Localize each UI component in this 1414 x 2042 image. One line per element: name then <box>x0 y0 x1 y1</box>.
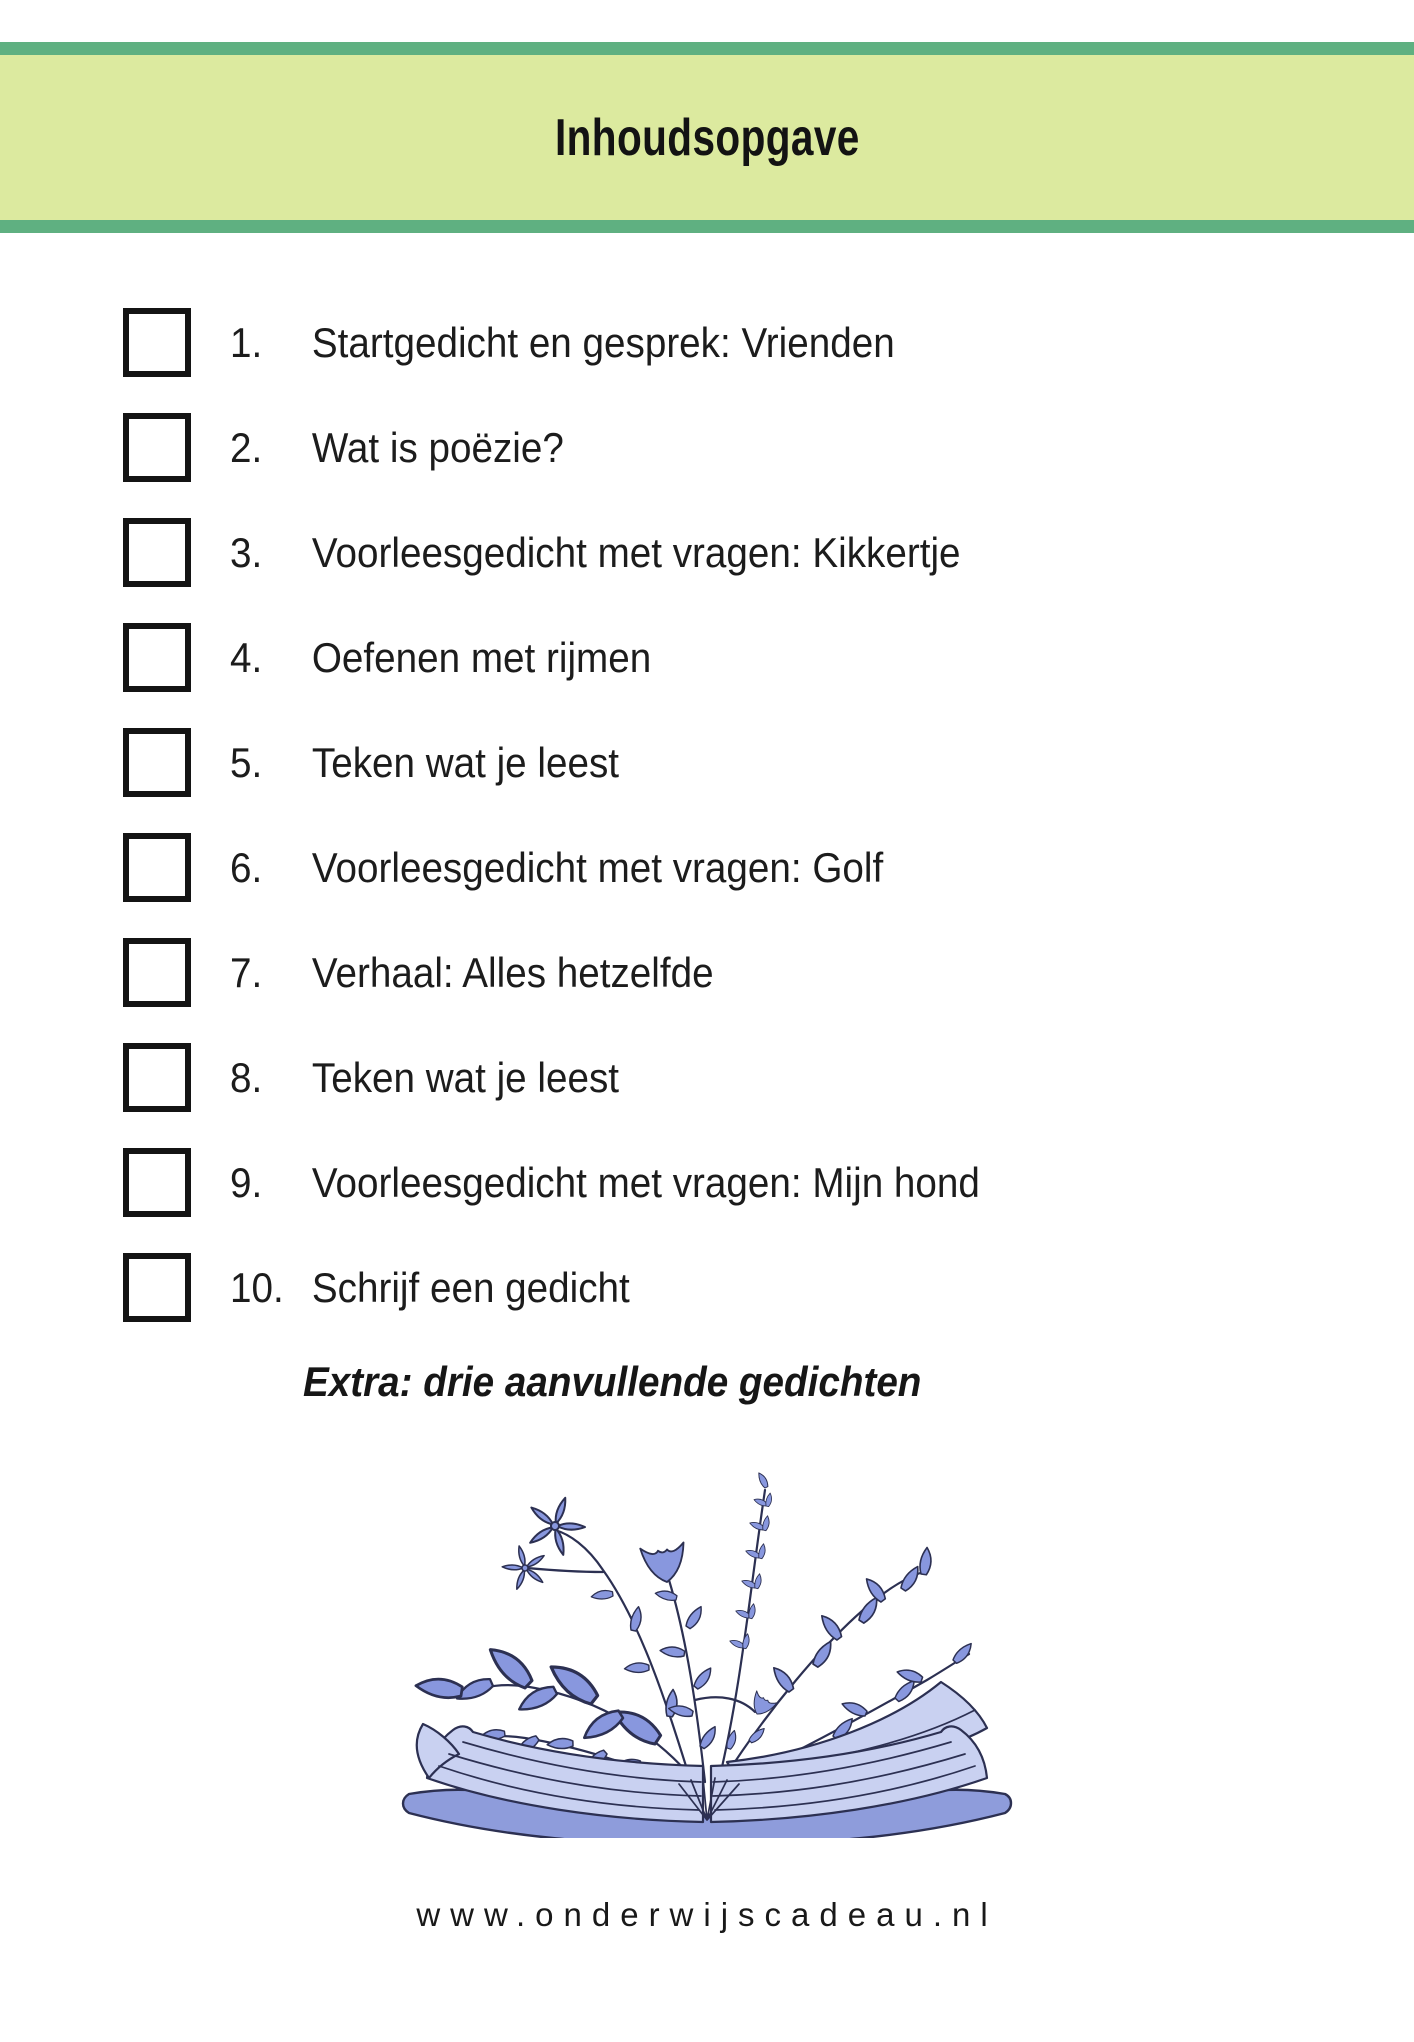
checkbox-item-2[interactable] <box>123 413 191 482</box>
item-label: Voorleesgedicht met vragen: Mijn hond <box>311 1159 980 1206</box>
item-label: Verhaal: Alles hetzelfde <box>311 949 714 996</box>
title-banner <box>0 42 1414 233</box>
item-label: Voorleesgedicht met vragen: Golf <box>311 844 884 891</box>
item-number: 1. <box>230 319 263 366</box>
checkbox-item-10[interactable] <box>123 1253 191 1322</box>
item-number: 4. <box>230 634 263 681</box>
item-label: Oefenen met rijmen <box>311 634 652 681</box>
checkbox-item-6[interactable] <box>123 833 191 902</box>
item-number: 5. <box>230 739 263 786</box>
checkbox-item-8[interactable] <box>123 1043 191 1112</box>
item-number: 7. <box>230 949 263 996</box>
header-band <box>0 42 1414 233</box>
open-book <box>403 1682 1011 1838</box>
toc-row <box>0 623 1414 692</box>
item-number: 2. <box>230 424 263 471</box>
checkbox-item-5[interactable] <box>123 728 191 797</box>
item-number: 6. <box>230 844 263 891</box>
checkbox-item-9[interactable] <box>123 1148 191 1217</box>
item-label: Teken wat je leest <box>311 739 620 786</box>
checkbox-item-1[interactable] <box>123 308 191 377</box>
toc-row <box>0 1043 1414 1112</box>
page-title: Inhoudsopgave <box>554 108 860 167</box>
toc-row <box>0 833 1414 902</box>
website-url: www.onderwijscadeau.nl <box>416 1896 998 1933</box>
toc-row <box>0 518 1414 587</box>
item-label: Voorleesgedicht met vragen: Kikkertje <box>311 529 961 576</box>
checkbox-item-7[interactable] <box>123 938 191 1007</box>
toc-row <box>0 308 1414 377</box>
item-label: Wat is poëzie? <box>311 424 564 471</box>
footer <box>0 1894 1414 1936</box>
checkbox-item-3[interactable] <box>123 518 191 587</box>
item-label: Schrijf een gedicht <box>311 1264 630 1311</box>
item-number: 8. <box>230 1054 263 1101</box>
toc-row <box>0 1148 1414 1217</box>
item-label: Startgedicht en gesprek: Vrienden <box>311 319 895 366</box>
item-number: 3. <box>230 529 263 576</box>
toc-row <box>0 413 1414 482</box>
item-label: Teken wat je leest <box>311 1054 620 1101</box>
toc-row <box>0 938 1414 1007</box>
open-book-with-flowers-illustration <box>397 1448 1017 1838</box>
item-number: 10. <box>230 1264 284 1311</box>
toc-row <box>0 1253 1414 1322</box>
checkbox-item-4[interactable] <box>123 623 191 692</box>
toc-row <box>0 728 1414 797</box>
item-number: 9. <box>230 1159 263 1206</box>
extra-note: Extra: drie aanvullende gedichten <box>303 1358 922 1405</box>
table-of-contents <box>0 233 1414 1406</box>
